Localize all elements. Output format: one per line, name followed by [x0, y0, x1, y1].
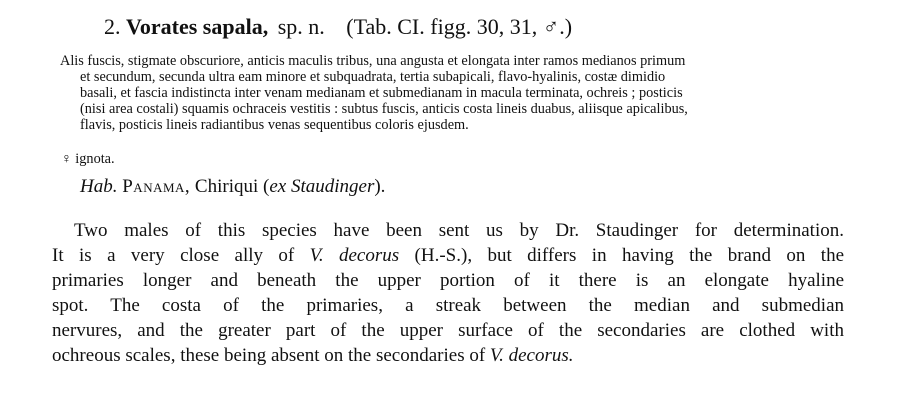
- habitat-source: ex Staudinger: [269, 176, 375, 197]
- latin-line: Alis fuscis, stigmate obscuriore, anticis maculis tribus, una angusta et elongata inter ramos medianos primum: [60, 53, 686, 69]
- habitat-locality: Panama,: [122, 176, 191, 197]
- species-heading: [104, 14, 572, 40]
- body-line-text: (H.-S.), but differs in having the brand on the: [399, 245, 844, 266]
- plate-reference: (Tab. CI. figg. 30, 31, ♂.): [346, 14, 573, 39]
- body-line: Two males of this species have been sent us by Dr. Staudinger for determination.: [74, 220, 844, 241]
- body-line: [52, 343, 844, 368]
- latin-line: flavis, posticis lineis radiantibus venas sequentibus coloris ejusdem.: [80, 117, 469, 133]
- body-line: [52, 243, 844, 268]
- species-number: 2.: [104, 14, 121, 39]
- habitat-source-open: (: [263, 176, 270, 197]
- species-author: sp. n.: [277, 14, 325, 39]
- species-reference: V. decorus.: [489, 345, 574, 366]
- body-paragraph: [52, 218, 844, 368]
- body-line: primaries longer and beneath the upper portion of it there is an elongate hyaline: [52, 270, 844, 291]
- body-line: spot. The costa of the primaries, a streak between the median and submedian: [52, 295, 844, 316]
- species-name: Vorates sapala,: [126, 14, 269, 39]
- female-note: ♀ ignota.: [61, 151, 115, 167]
- species-reference: V. decorus: [309, 245, 400, 266]
- latin-line: basali, et fascia indistincta inter venam medianam et submedianam in macula terminata, ochreis ; posticis: [80, 85, 683, 101]
- latin-line: (nisi area costali) squamis ochraceis vestitis : subtus fuscis, anticis costa lineis duabus, aliisque apicalibus,: [80, 101, 688, 117]
- habitat-source-close: ).: [374, 176, 386, 197]
- habitat-line: [80, 176, 385, 198]
- latin-line: et secundum, secunda ultra eam minore et subquadrata, tertia subapicali, flavo-hyalinis, costæ dimidio: [80, 69, 666, 85]
- latin-description: [60, 53, 850, 133]
- habitat-label: Hab.: [80, 176, 118, 197]
- body-line-text: It is a very close ally of: [52, 245, 310, 266]
- body-line-text: ochreous scales, these being absent on the secondaries of: [52, 345, 490, 366]
- habitat-place: Chiriqui: [194, 176, 259, 197]
- body-line: nervures, and the greater part of the upper surface of the secondaries are clothed with: [52, 320, 844, 341]
